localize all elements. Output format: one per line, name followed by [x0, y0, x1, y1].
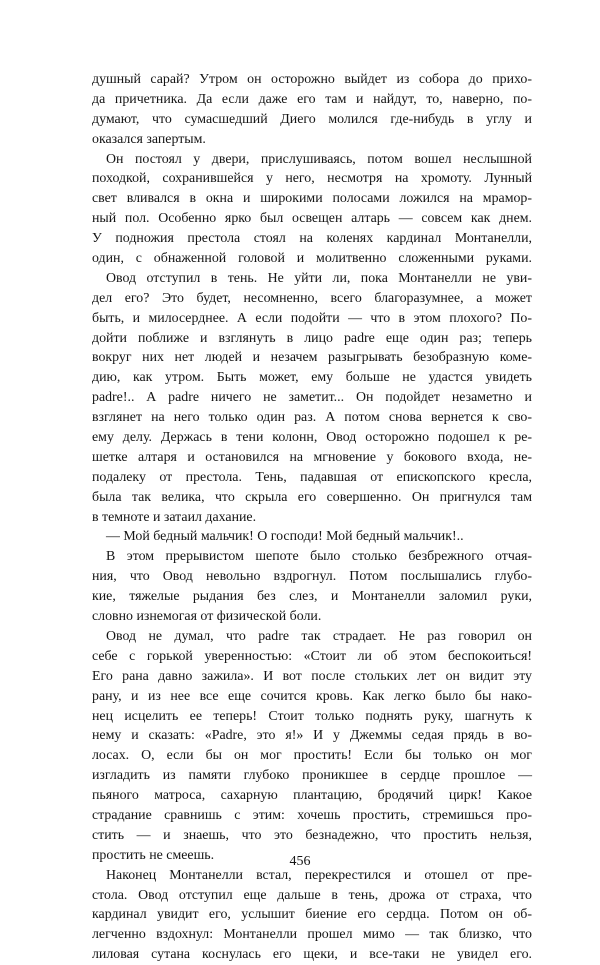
text-line: кардинал увидит его, услышит биение его сердца. Потом он об-: [92, 907, 532, 923]
text-line: да причетника. Да если даже его там и найдут, то, наверно, по-: [92, 91, 532, 107]
text-line: страдание сравнишь с этим: хочешь простить, стремишься про-: [92, 807, 532, 823]
text-line: дойти поближе и взглянуть в лицо padre еще один раз; теперь: [92, 330, 532, 346]
text-line: подалеку от престола. Тень, падавшая от епископского кресла,: [92, 469, 532, 485]
text-line: словно изнемогая от физической боли.: [92, 609, 322, 625]
text-line: была так велика, что скрыла его совершенно. Он пригнулся там: [92, 489, 532, 505]
text-line: ему делу. Держась в тени колонн, Овод осторожно подошел к ре-: [92, 430, 532, 446]
text-line: кие, тяжелые рыдания без слез, и Монтанелли заломил руки,: [92, 589, 532, 605]
text-line: ный пол. Особенно ярко был освещен алтарь — совсем как днем.: [92, 211, 532, 227]
text-line: лиловая сутана коснулась его щеки, и все-таки не увидел его.: [92, 947, 532, 963]
text-line: свет вливался в окна и широкими полосами ложился на мрамор-: [92, 191, 532, 207]
text-line: padre!.. А padre ничего не заметит... Он подойдет незаметно и: [92, 390, 532, 406]
text-line: Наконец Монтанелли встал, перекрестился и отошел от пре-: [106, 867, 532, 883]
text-line: вокруг них нет людей и незачем разыгрывать безобразную коме-: [92, 350, 532, 366]
text-line: Его рана давно зажила». И вот после стольких лет он видит эту: [92, 668, 532, 684]
text-line: нему и сказать: «Padre, это я!» И у Джеммы седая прядь в во-: [92, 728, 532, 744]
text-line: дию, как утром. Быть может, ему больше не удастся увидеть: [92, 370, 532, 386]
text-line: рану, и из нее все еще сочится кровь. Как легко было бы нако-: [92, 688, 532, 704]
text-line: У подножия престола стоял на коленях кардинал Монтанелли,: [92, 231, 532, 247]
text-line: ния, что Овод невольно вздрогнул. Потом послышались глубо-: [92, 569, 532, 585]
text-line: лосах. О, если бы он мог простить! Если бы только он мог: [92, 748, 532, 764]
text-line: душный сарай? Утром он осторожно выйдет из собора до прихо-: [92, 72, 532, 87]
text-line: походкой, сохранившейся у него, несмотря на хромоту. Лунный: [92, 171, 532, 187]
text-line: стить — и знаешь, что это безнадежно, что простить нельзя,: [92, 827, 532, 843]
text-line: в темноте и затаил дахание.: [92, 509, 257, 525]
text-line: изгладить из памяти глубоко проникшее в сердце прошлое —: [92, 768, 532, 784]
text-line: быть, и милосерднее. А если подойти — что в этом плохого? По-: [92, 310, 532, 326]
body-text: [92, 70, 532, 965]
text-line: Овод отступил в тень. Не уйти ли, пока Монтанелли не уви-: [106, 270, 532, 286]
text-line: думают, что сумасшедший Диего молился где-нибудь в углу и: [92, 111, 532, 127]
page-number: 456: [289, 854, 311, 869]
text-line: Он постоял у двери, прислушиваясь, потом вошел неслышной: [106, 151, 532, 167]
text-line: В этом прерывистом шепоте было столько безбрежного отчая-: [106, 549, 532, 565]
text-line: нец исцелить ее теперь! Стоит только поднять руку, шагнуть к: [92, 708, 532, 724]
text-line: один, с обнаженной головой и молитвенно сложенными руками.: [92, 251, 532, 267]
text-line: себе с горькой уверенностью: «Стоит ли об этом беспокоиться!: [92, 648, 532, 664]
text-line: пьяного матроса, сахарную плантацию, бродячий цирк! Какое: [92, 788, 532, 804]
text-line: легченно вздохнул: Монтанелли прошел мимо — так близко, что: [92, 927, 532, 943]
text-line: шетке алтаря и остановился на мгновение у бокового входа, не-: [92, 449, 532, 465]
text-line: взглянет на него только один раз. А потом снова вернется к сво-: [92, 410, 532, 426]
text-line: — Мой бедный мальчик! О господи! Мой бедный мальчик!..: [106, 529, 464, 545]
text-line: простить не смеешь.: [92, 847, 215, 863]
text-line: дел его? Это будет, несомненно, всего благоразумнее, а может: [92, 290, 532, 306]
text-line: оказался запертым.: [92, 131, 206, 147]
text-line: Овод не думал, что padre так страдает. Не раз говорил он: [106, 628, 532, 644]
text-line: стола. Овод отступил еще дальше в тень, дрожа от страха, что: [92, 887, 532, 903]
